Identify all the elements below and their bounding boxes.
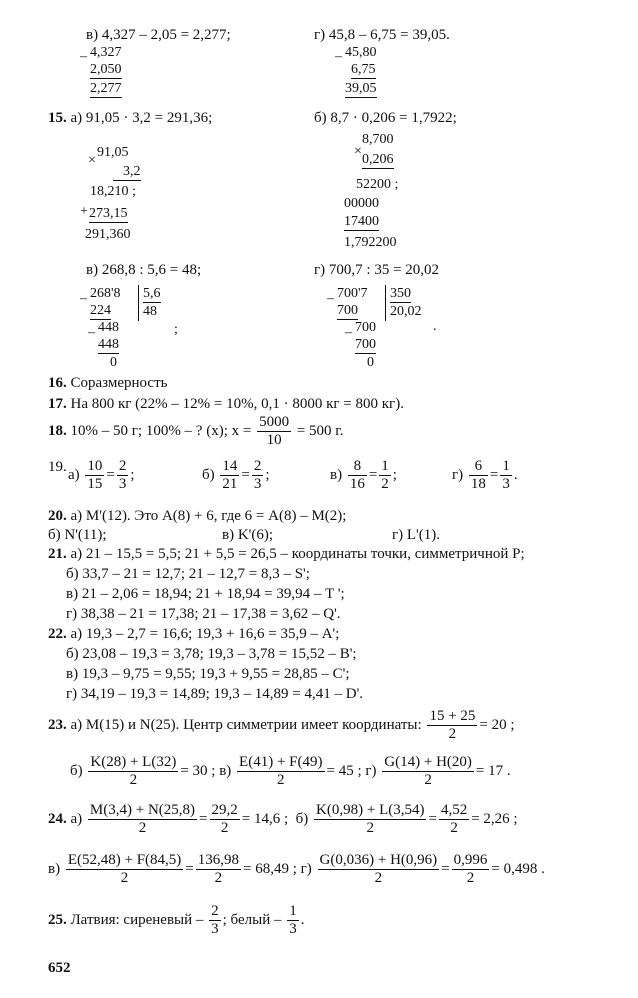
problem-14g-line: г) 45,8 – 6,75 = 39,05.: [314, 27, 450, 43]
problem-20v: в) K'(6);: [222, 527, 274, 543]
division-bar: [385, 285, 386, 321]
problem-24-line1: 24. а) $\frac{M(3,4) + N(25,8)}{2}$ = $\frac{29,2}{2}$ = 14,6 ; б) $\frac{K(0,98) + L(3,54)}{2}$ = $\frac{4,52}{2}$ = 2,26 ;: [48, 802, 518, 836]
problem-22-line1: 22. а) 19,3 – 2,7 = 16,6; 19,3 + 16,6 = 35,9 – A';: [48, 626, 340, 642]
problem-20b: б) N'(11);: [48, 527, 107, 543]
problem-21-line2: б) 33,7 – 21 = 12,7; 21 – 12,7 = 8,3 – S';: [66, 566, 310, 582]
minus-sign: –: [88, 325, 95, 340]
column-g-row2: 6,75: [351, 62, 376, 77]
problem-19b: б) $\frac{14}{21}$ = $\frac{2}{3}$ ;: [202, 458, 270, 492]
problem-21-line3: в) 21 – 2,06 = 18,94; 21 + 18,94 = 39,94 – T ';: [66, 586, 345, 602]
problem-20g: г) L'(1).: [392, 527, 441, 543]
div-g-sub2: 700: [355, 337, 376, 352]
dot: .: [433, 319, 437, 334]
problem-14v-line: в) 4,327 – 2,05 = 2,277;: [86, 27, 231, 43]
problem-25-line: 25. Латвия: сиреневый – $\frac{2}{3}$ ; белый – $\frac{1}{3}$ .: [48, 903, 305, 937]
problem-20-line1: 20. а) M'(12). Это A(8) + 6, где 6 = A(8) – M(2);: [48, 508, 347, 524]
div-g-dividend: 700'7: [337, 286, 368, 301]
problem-19v: в) $\frac{8}{16}$ = $\frac{1}{2}$ ;: [330, 458, 397, 492]
mult-a-row1: 91,05: [97, 145, 129, 160]
problem-19g: г) $\frac{6}{18}$ = $\frac{1}{3}$ .: [452, 458, 518, 492]
column-v-row2: 2,050: [90, 62, 122, 77]
fraction: $\frac{5000}{10}$: [259, 414, 290, 448]
mult-b-row5: 17400: [344, 214, 379, 229]
problem-22-line2: б) 23,08 – 19,3 = 3,78; 19,3 – 3,78 = 15,52 – B';: [66, 646, 357, 662]
column-g-result: 39,05: [345, 81, 377, 96]
minus-sign: –: [345, 325, 352, 340]
problem-15v-line: в) 268,8 : 5,6 = 48;: [86, 262, 202, 278]
div-v-rem2: 0: [110, 355, 117, 370]
div-v-quotient: 48: [143, 304, 157, 319]
mult-a-result: 291,360: [85, 227, 131, 242]
mult-b-row3: 52200 ;: [356, 177, 399, 192]
problem-15-line: 15. а) 91,05 · 3,2 = 291,36;: [48, 110, 213, 126]
problem-16-line: 16. Соразмерность: [48, 375, 168, 391]
div-v-divisor: 5,6: [143, 286, 161, 301]
problem-23-line2: б) $\frac{K(28) + L(32)}{2}$ = 30 ; в) $\frac{E(41) + F(49)}{2}$ = 45 ; г) $\frac{G(14) + H(20)}{2}$ = 17 .: [70, 754, 511, 788]
division-bar: [138, 285, 139, 321]
times-sign: ×: [88, 153, 96, 168]
column-minus-sign: –: [80, 49, 87, 64]
div-v-rem1: 448: [98, 320, 119, 335]
div-g-rem2: 0: [367, 355, 374, 370]
problem-17-line: 17. На 800 кг (22% – 12% = 10%, 0,1 · 8000 кг = 800 кг).: [48, 396, 404, 412]
problem-21-line1: 21. а) 21 – 15,5 = 5,5; 21 + 5,5 = 26,5 – координаты точки, симметричной P;: [48, 546, 525, 562]
semicolon: ;: [174, 322, 178, 337]
minus-sign: –: [80, 291, 87, 306]
problem-21-line4: г) 38,38 – 21 = 17,38; 21 – 17,38 = 3,62 – Q'.: [66, 606, 341, 622]
column-v-row1: 4,327: [90, 45, 122, 60]
mult-b-row2: 0,206: [362, 152, 394, 167]
problem-19-label: 19.: [48, 459, 67, 475]
mult-b-result: 1,792200: [344, 235, 397, 250]
problem-15b-line: б) 8,7 · 0,206 = 1,7922;: [314, 110, 457, 126]
problem-23-line1: 23. а) M(15) и N(25). Центр симметрии имеет координаты: $\frac{15 + 25}{2}$ = 20 ;: [48, 708, 515, 742]
problem-15g-line: г) 700,7 : 35 = 20,02: [314, 262, 440, 278]
column-minus-sign: –: [335, 49, 342, 64]
mult-b-row4: 00000: [344, 196, 379, 211]
div-g-sub1: 700: [337, 303, 358, 318]
mult-a-row2: 3,2: [113, 163, 141, 181]
problem-18-line: 18. 10% – 50 г; 100% – ? (x); x = $\frac{5000}{10}$ = 500 г.: [48, 414, 344, 448]
problem-22-line3: в) 19,3 – 9,75 = 9,55; 19,3 + 9,55 = 28,85 – C';: [66, 666, 350, 682]
column-v-result: 2,277: [90, 81, 122, 96]
problem-24-line2: в) $\frac{E(52,48) + F(84,5)}{2}$ = $\frac{136,98}{2}$ = 68,49 ; г) $\frac{G(0,036) + H(0,96)}{2}$ = $\frac{0,996}{2}$ = 0,498 .: [48, 852, 545, 886]
div-g-quotient: 20,02: [390, 304, 422, 319]
problem-22-line4: г) 34,19 – 19,3 = 14,89; 19,3 – 14,89 = 4,41 – D'.: [66, 686, 364, 702]
div-g-divisor: 350: [390, 286, 411, 301]
minus-sign: –: [327, 291, 334, 306]
page-number: 652: [48, 960, 71, 976]
div-v-sub2: 448: [98, 337, 119, 352]
div-v-dividend: 268'8: [90, 286, 121, 301]
times-sign: ×: [354, 144, 362, 159]
mult-b-row1: 8,700: [362, 132, 394, 147]
mult-a-row3: 18,210 ;: [90, 184, 136, 199]
div-v-sub1: 224: [90, 303, 111, 318]
problem-19a: а) $\frac{10}{15}$ = $\frac{2}{3}$ ;: [68, 458, 135, 492]
div-g-rem1: 700: [355, 320, 376, 335]
column-g-row1: 45,80: [345, 45, 377, 60]
plus-sign: +: [80, 204, 88, 219]
mult-a-row4: 273,15: [89, 206, 128, 221]
